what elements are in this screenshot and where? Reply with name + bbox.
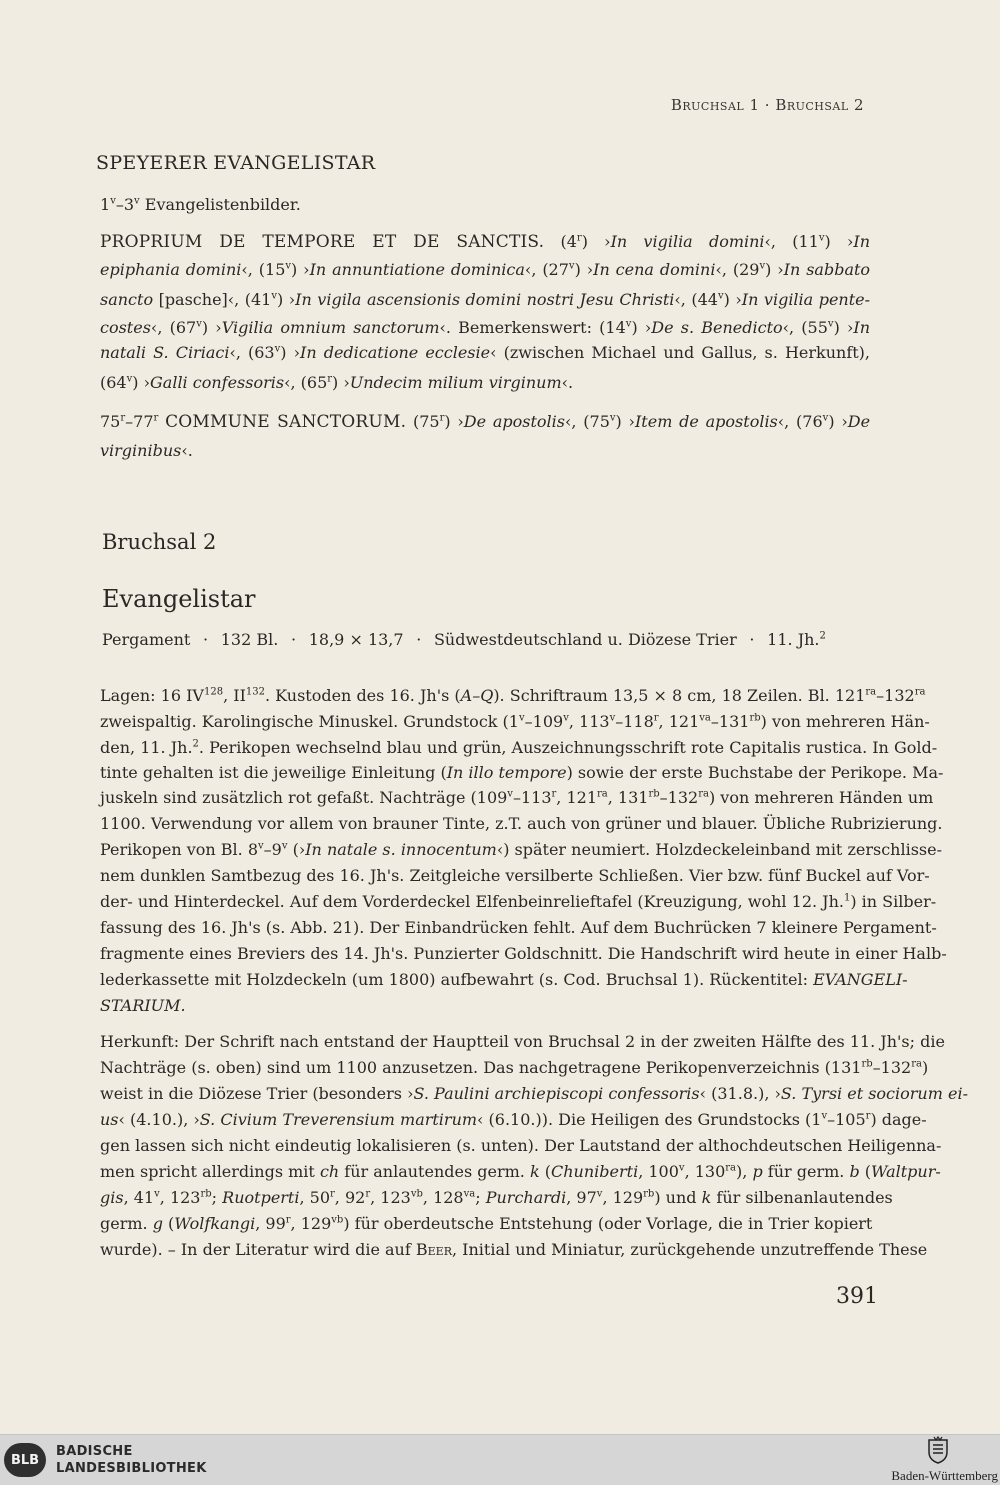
state-name: Baden-Württemberg	[891, 1468, 998, 1483]
state-crest-icon	[926, 1436, 950, 1464]
proprium-heading: PROPRIUM DE TEMPORE ET DE SANCTIS.	[100, 232, 545, 252]
meta-dimensions: 18,9 × 13,7	[308, 630, 404, 649]
meta-date: 11. Jh.$^2$	[767, 630, 826, 649]
running-head: Bruchsal 1 · Bruchsal 2	[670, 96, 864, 114]
library-name[interactable]: BADISCHE LANDESBIBLIOTHEK	[56, 1444, 207, 1476]
evangelist-pictures-line: 1$^v$–3$^v$ Evangelistenbilder.	[100, 195, 301, 214]
commune-heading: COMMUNE SANCTORUM.	[165, 412, 407, 432]
meta-leaves: 132 Bl.	[220, 630, 279, 649]
book-page: Bruchsal 1 · Bruchsal 2 SPEYERER EVANGELISTAR 1$^v$–3$^v$ Evangelistenbilder. PROPRIUM DE TEMPORE ET DE SANCTIS. (4$^r$) ›In vigilia domini‹, (11$^v$) ›In epiphania domini‹, (15$^v$) ›In annuntiatione dominica‹, (27$^v$) ›In cena domini‹, (29$^v$) ›In sabbato sancto [pasche]‹, (41$^v$) ›In vigila ascensionis domini nostri Jesu Christi‹, (44$^v$) ›In vigilia pente- costes‹, (67$^v$) ›Vigilia omnium sanctorum‹. Bemerkenswert: (14$^v$) ›De s. Benedicto‹, (55$^v$) ›In natali S. Ciriaci‹, (63$^v$) ›In dedicatione ecclesie‹ (zwischen Michael und Gallus, s. Herkunft), (64$^v$) ›Galli confessoris‹, (65$^r$) ›Undecim milium virginum‹. 75$^r$–77$^r$ COMMUNE SANCTORUM. (75$^r$) ›De apostolis‹, (75$^v$) ›Item de apostolis‹, (76$^v$) ›De virginibus‹. Bruchsal 2 Evangelistar Pergament · 132 Bl. · 18,9 × 13,7 · Südwestdeutschland u. Diözese Trier · 11. Jh.$^2$ Lagen: 16 IV$^{128}$, II$^{132}$. Kustoden des 16. Jh's (A–Q). Schriftraum 13,5 × 8 cm, 18 Zeilen. Bl. $121^{ra}-132^{ra}$ zweispaltig. Karolingische Minuskel. Grundstock (1$^v$–109$^v$, 113$^v$–118$^r$, $121^{va}-131^{rb}$) von mehreren Hän- den, 11. Jh.$^2$. Perikopen wechselnd blau und grün, Auszeichnungsschrift rote Capitalis rustica. In Gold- tinte gehalten ist die jeweilige Einleitung (In illo tempore) sowie der erste Buchstabe der Perikope. Ma- juskeln sind zusätzlich rot gefaßt. Nachträge (109$^v$–113$^r$, $121^{ra}$, $131^{rb}-132^{ra}$) von mehreren Händen um 1100. Verwendung vor allem von brauner Tinte, z.T. auch von grüner und blauer. Übliche Rubrizierung. Perikopen von Bl. 8$^v$–9$^v$ (›In natale s. innocentum‹) später neumiert. Holzdeckeleinband mit zerschlisse- nem dunklen Samtbezug des 16. Jh's. Zeitgleiche versilberte Schließen. Vier bzw. fünf Buckel auf Vor- der- und Hinterdeckel. Auf dem Vorderdeckel Elfenbeinrelieftafel (Kreuzigung, wohl 12. Jh.$^1$) in Silber- fassung des 16. Jh's (s. Abb. 21). Der Einbandrücken fehlt. Auf dem Buchrücken 7 kleinere Pergament- fragmente eines Breviers des 14. Jh's. Punzierter Goldschnitt. Die Handschrift wird heute in einer Halb- lederkassette mit Holzdeckeln (um 1800) aufbewahrt (s. Cod. Bruchsal 1). Rückentitel: EVANGELI- STARIUM. Herkunft: Der Schrift nach entstand der Hauptteil von Bruchsal 2 in der zweiten Hälfte des 11. Jh's; die Nachträge (s. oben) sind um 1100 anzusetzen. Das nachgetragene Perikopenverzeichnis $(131^{rb}-132^{ra})$ weist in die Diözese Trier (besonders ›S. Paulini archiepiscopi confessoris‹ (31.8.), ›S. Tyrsi et sociorum ei- us‹ (4.10.), ›S. Civium Treverensium martirum‹ (6.10.)). Die Heiligen des Grundstocks (1$^v$–105$^r$) dage- gen lassen sich nicht eindeutig lokalisieren (s. unten). Der Lautstand der althochdeutschen Heiligenna- men spricht allerdings mit ch für anlautendes germ. k (Chuniberti, 100$^v$, $130^{ra}$), p für germ. b (Waltpur- gis, 41$^v$, $123^{rb}$; Ruotperti, 50$^r$, 92$^r$, $123^{vb}$, $128^{va}$; Purchardi, 97$^v$, $129^{rb}$) und k für silbenanlautendes germ. g (Wolfkangi, 99$^r$, $129^{vb}$) für oberdeutsche Entstehung (oder Vorlage, die in Trier kopiert wurde). – In der Literatur wird die auf Beer, Initial und Miniatur, zurückgehende unzutreffende These 391	[96, 96, 968, 1309]
meta-origin: Südwestdeutschland u. Diözese Trier	[433, 630, 737, 649]
page-number: 391	[836, 1284, 878, 1309]
footer-bar	[0, 1434, 1000, 1485]
meta-material: Pergament	[102, 630, 191, 649]
manuscript-title: Evangelistar	[102, 585, 256, 613]
section-title: SPEYERER EVANGELISTAR	[96, 152, 376, 174]
manuscript-meta: Pergament · 132 Bl. · 18,9 × 13,7 · Südwestdeutschland u. Diözese Trier · 11. Jh.$^2$	[102, 630, 826, 649]
manuscript-shelfmark: Bruchsal 2	[102, 530, 217, 554]
blb-logo[interactable]: BLB	[4, 1443, 46, 1477]
